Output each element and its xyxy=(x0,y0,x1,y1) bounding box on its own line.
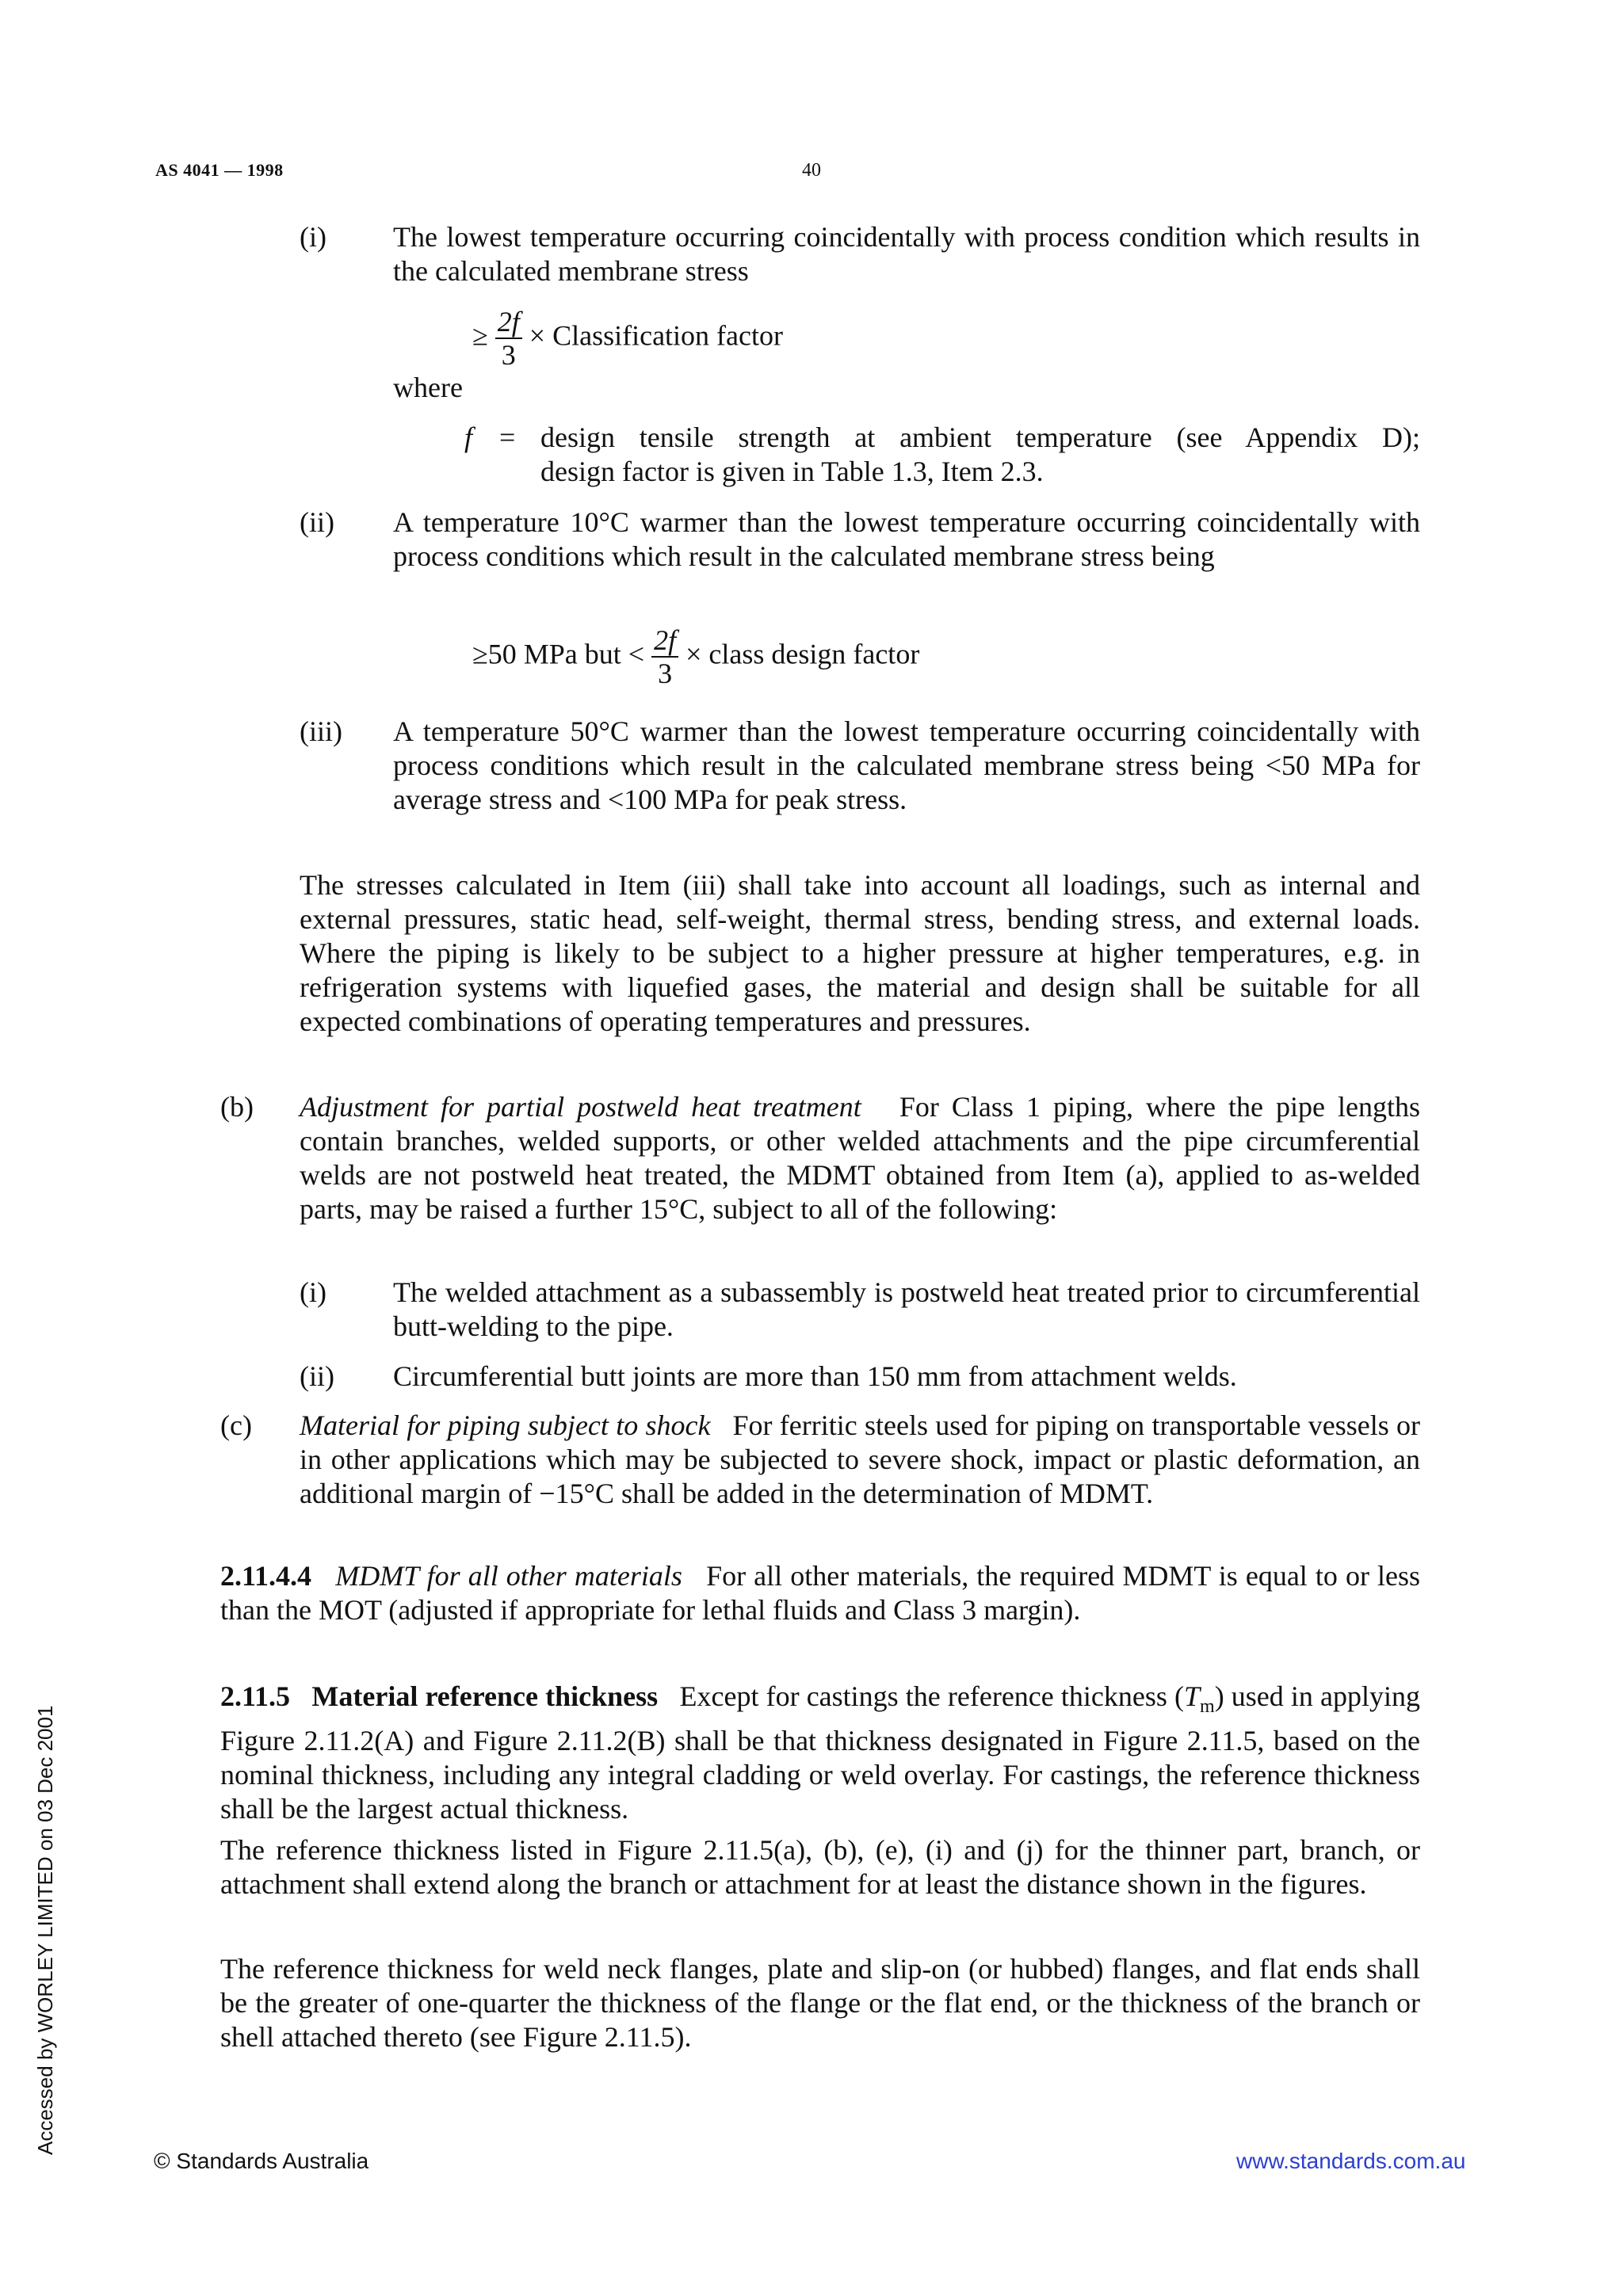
item-c-title: Material for piping subject to shock xyxy=(300,1409,711,1441)
item-b-sub-ii-label: (ii) xyxy=(300,1360,334,1392)
formula-prefix: ≥50 MPa but < xyxy=(472,638,645,670)
formula-classification xyxy=(472,306,783,371)
item-b-body xyxy=(300,1090,1420,1226)
where-label: where xyxy=(393,372,463,403)
item-iii-label: (iii) xyxy=(300,715,342,747)
item-ii-label: (ii) xyxy=(300,506,334,538)
thickness-symbol: T xyxy=(1183,1680,1201,1712)
thickness-symbol-subscript: m xyxy=(1200,1696,1215,1718)
clause-number: 2.11.5 xyxy=(220,1680,291,1712)
clause-2-11-4-4 xyxy=(220,1559,1420,1627)
clause-text-after: ) used in applying Figure 2.11.2(A) and Figure 2.11.2(B) shall be that thickness designated in Figure 2.11.5, based on the nominal thickness, including any integral cladding or weld overlay. For castings, the reference thickness shall be the largest actual thickness. xyxy=(220,1680,1421,1825)
item-c-text: For ferritic steels used for piping on transportable vessels or in other applications which may be subjected to severe shock, impact or plastic deformation, an additional margin of −15°C shall be added in the determination of MDMT. xyxy=(300,1409,1421,1509)
fraction-numerator: 2f xyxy=(497,306,520,338)
equals-sign: = xyxy=(499,421,516,453)
item-i-label: (i) xyxy=(300,221,327,253)
item-ii-text: A temperature 10°C warmer than the lowest temperature occurring coincidentally with process conditions which result in the calculated membrane stress being xyxy=(393,506,1420,572)
definition-line-1: design tensile strength at ambient temperature (see Appendix D); xyxy=(540,421,1420,453)
item-b-label: (b) xyxy=(220,1091,254,1123)
footer-copyright: © Standards Australia xyxy=(154,2149,369,2173)
reference-listed-paragraph: The reference thickness listed in Figure 2.11.5(a), (b), (e), (i) and (j) for the thinner part, branch, or attachment shall extend along the branch or attachment for at least the distance shown in the figures. xyxy=(220,1834,1420,1900)
clause-2-11-5 xyxy=(220,1680,1420,1826)
clause-title: Material reference thickness xyxy=(311,1680,659,1712)
item-b-text: For Class 1 piping, where the pipe lengths contain branches, welded supports, or other welded attachments and the pipe circumferential welds are not postweld heat treated, the MDMT obtained from Item (a), applied to as-welded parts, may be raised a further 15°C, subject to all of the following: xyxy=(300,1091,1421,1225)
formula-class-design xyxy=(472,624,919,689)
clause-title: MDMT for all other materials xyxy=(335,1560,682,1592)
item-b-sub-ii-text: Circumferential butt joints are more than 150 mm from attachment welds. xyxy=(393,1360,1237,1392)
fraction-numerator: 2f xyxy=(654,624,677,656)
weld-neck-paragraph: The reference thickness for weld neck flanges, plate and slip-on (or hubbed) flanges, and flat ends shall be the greater of one-quarter the thickness of the flange or the flat end, or the thickness of the branch or shell attached thereto (see Figure 2.11.5). xyxy=(220,1953,1420,2053)
item-c-label: (c) xyxy=(220,1409,252,1441)
footer-website-link[interactable]: www.standards.com.au xyxy=(1236,2149,1466,2173)
item-iii-text: A temperature 50°C warmer than the lowest temperature occurring coincidentally with process conditions which result in the calculated membrane stress being <50 MPa for average stress and <100 MPa for peak stress. xyxy=(393,715,1420,815)
fraction-2f-over-3 xyxy=(495,306,522,371)
definition-line-2: design factor is given in Table 1.3, Item 2.3. xyxy=(540,456,1044,487)
clause-text: For all other materials, the required MDMT is equal to or less than the MOT (adjusted if appropriate for lethal fluids and Class 3 margin). xyxy=(220,1560,1421,1626)
access-watermark: Accessed by WORLEY LIMITED on 03 Dec 2001 xyxy=(33,1705,57,2155)
item-b-sub-i-label: (i) xyxy=(300,1276,327,1308)
fraction-2f-over-3 xyxy=(651,624,678,689)
stresses-paragraph: The stresses calculated in Item (iii) shall take into account all loadings, such as internal and external pressures, static head, self-weight, thermal stress, bending stress, and external loads. Where the piping is likely to be subject to a higher pressure at higher temperatures, e.g. in refrigeration systems with liquefied gases, the material and design shall be suitable for all expected combinations of operating temperatures and pressures. xyxy=(300,869,1420,1037)
formula-prefix: ≥ xyxy=(472,319,488,352)
page-number: 40 xyxy=(802,160,821,181)
fraction-denominator: 3 xyxy=(495,338,522,371)
clause-text-before: Except for castings the reference thickness ( xyxy=(679,1680,1184,1712)
formula-suffix: × Classification factor xyxy=(529,319,783,352)
item-i-text: The lowest temperature occurring coincidentally with process condition which results in the calculated membrane stress xyxy=(393,221,1420,287)
variable-f: f xyxy=(464,421,473,453)
item-c-body xyxy=(300,1409,1420,1511)
fraction-denominator: 3 xyxy=(651,656,678,689)
item-b-title: Adjustment for partial postweld heat treatment xyxy=(300,1091,861,1123)
clause-number: 2.11.4.4 xyxy=(220,1560,312,1592)
item-b-sub-i-text: The welded attachment as a subassembly is postweld heat treated prior to circumferential butt-welding to the pipe. xyxy=(393,1276,1420,1342)
formula-suffix: × class design factor xyxy=(685,638,920,670)
standard-designation: AS 4041 — 1998 xyxy=(155,160,284,180)
